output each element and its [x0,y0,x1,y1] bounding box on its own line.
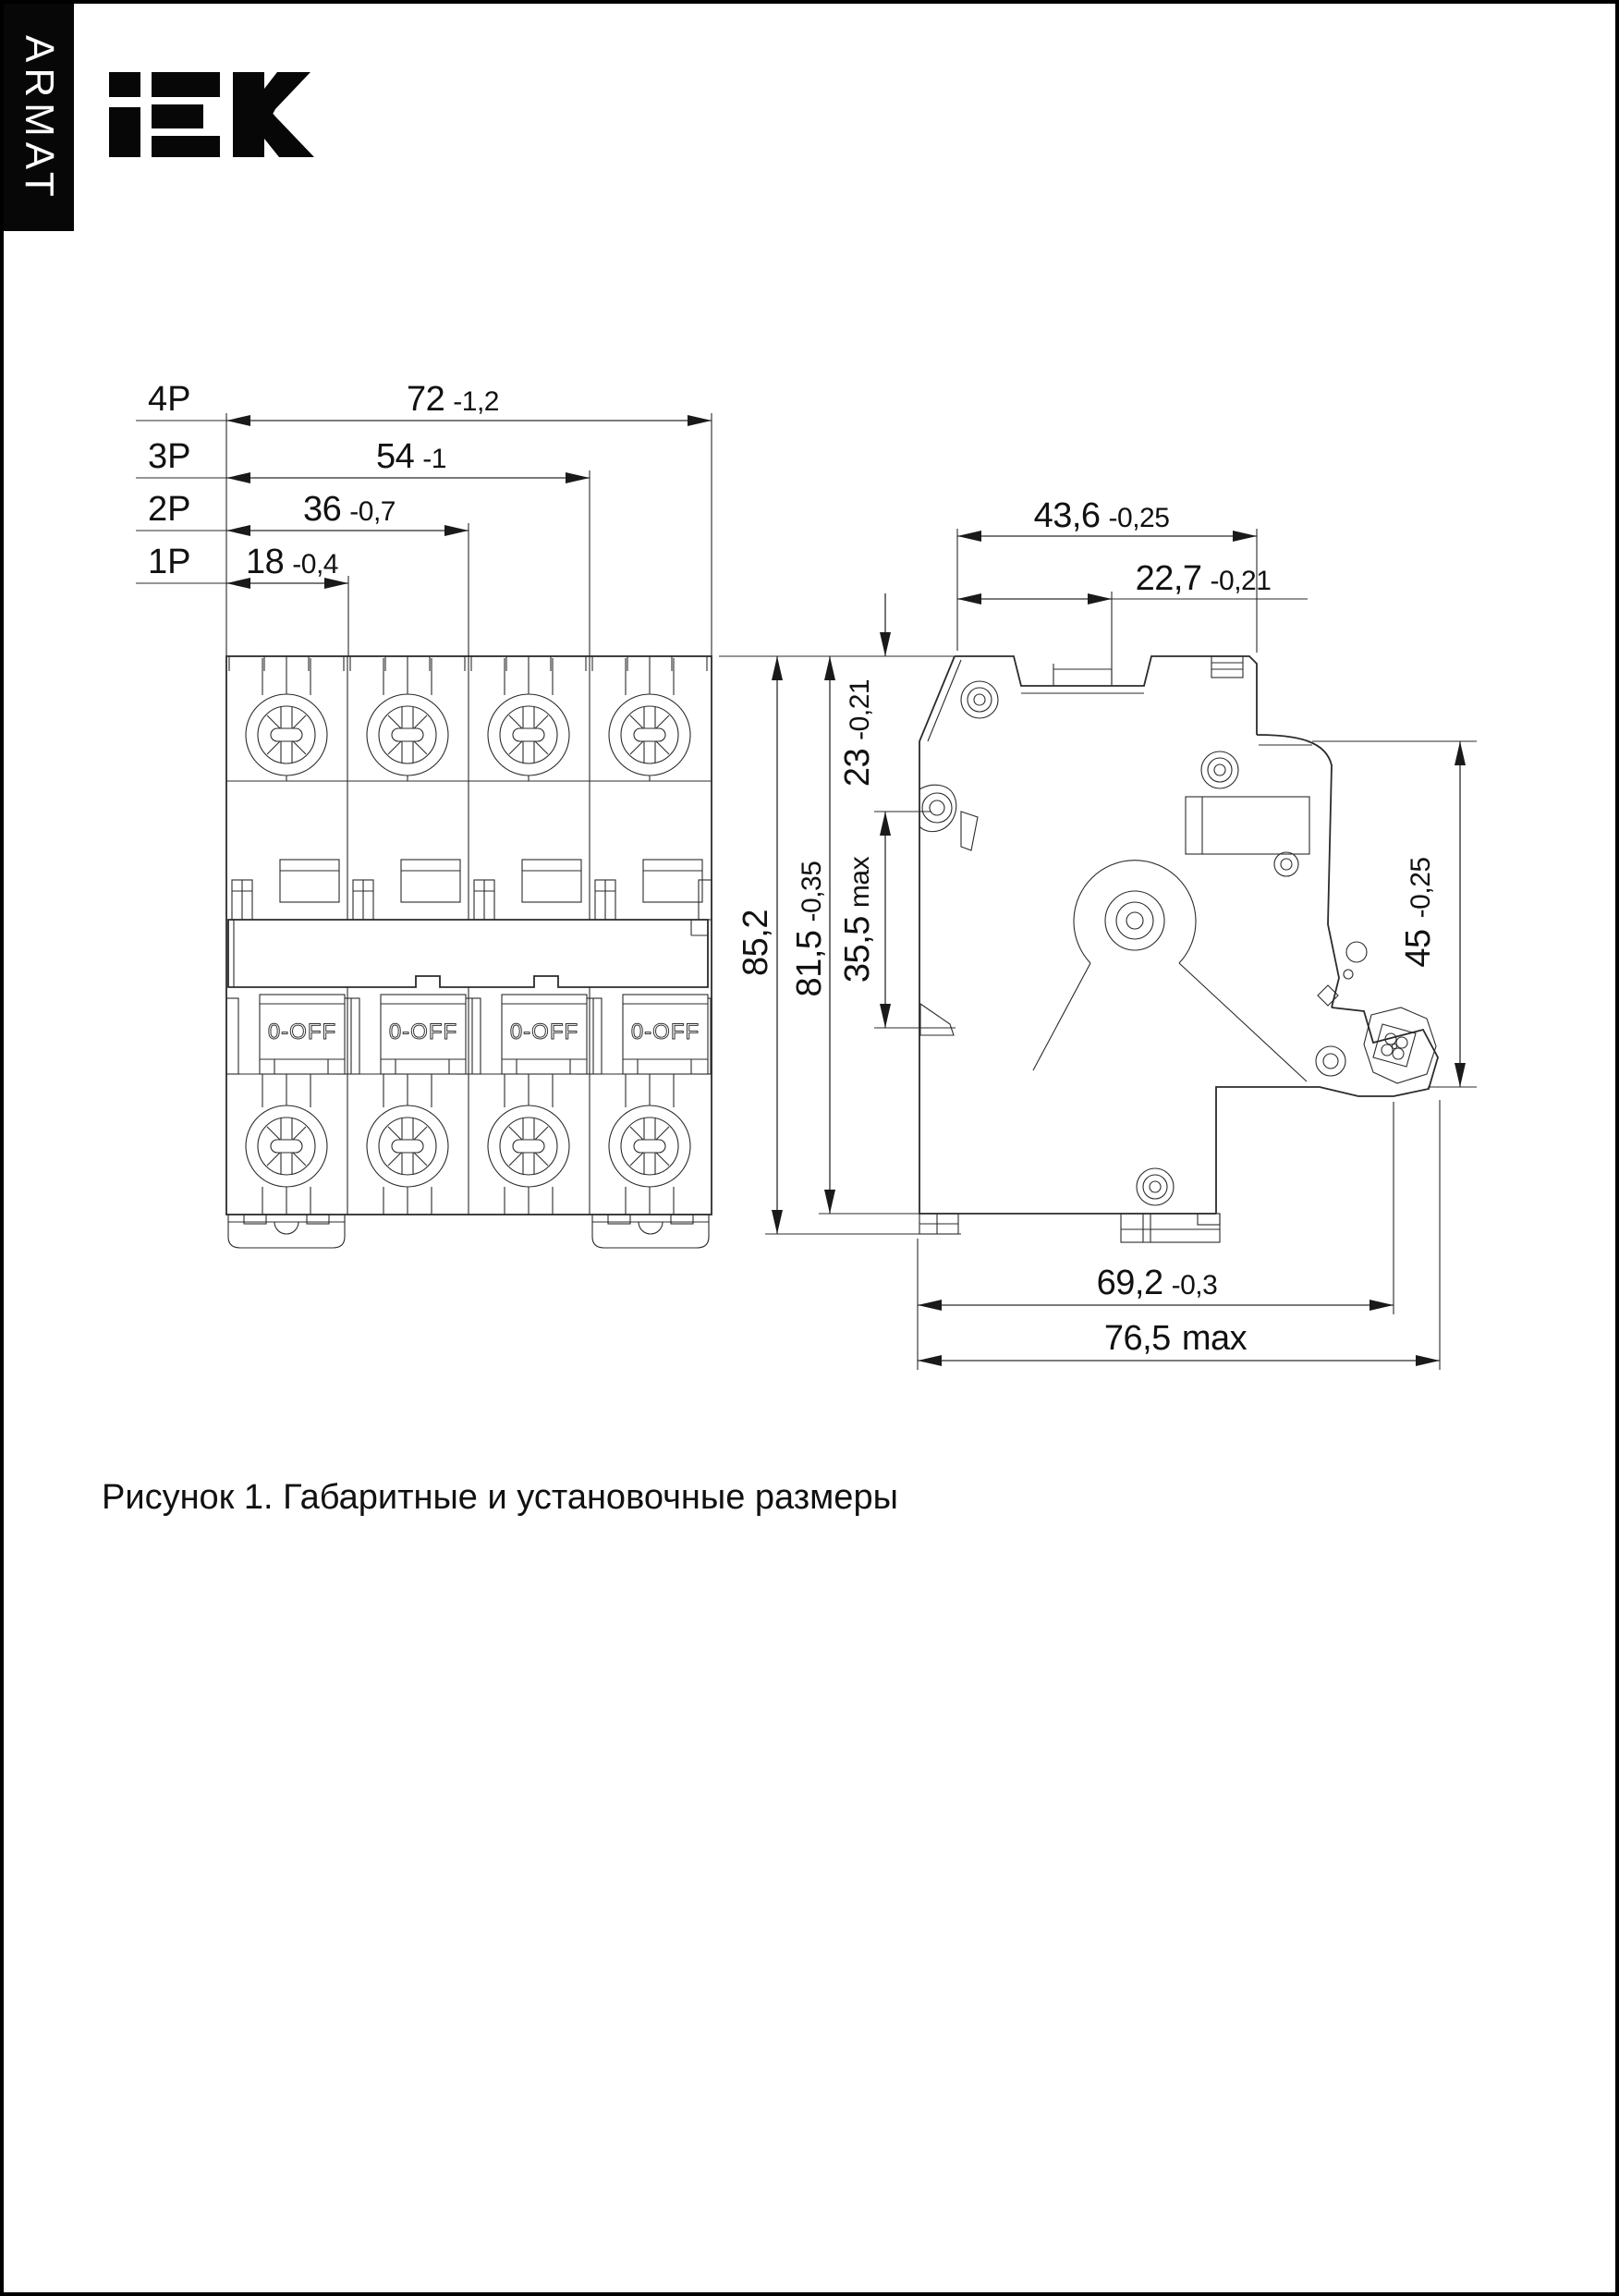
dim-depth-back: 69,2 -0,3 [1096,1264,1218,1302]
dim-front-height: 45-0,25 [1399,857,1438,968]
dim-top-to-rail: 23-0,21 [838,678,877,788]
front-view [226,656,712,1248]
dim-depth-total: 43,6 -0,25 [1033,496,1170,535]
pole-label-2p: 2P [148,490,191,529]
dim-height-total: 85,2 [736,910,775,976]
handle-label: 0-OFF [388,1020,458,1044]
top-terminal-tab [1211,656,1243,678]
pole-label-3p: 3P [148,437,191,476]
brand-sidebar [4,4,74,231]
din-clip-feet [228,1215,709,1248]
pole-label-1p: 1P [148,543,191,581]
dim-rail-zone: 35,5max [838,856,877,983]
pole-label-4p: 4P [148,380,191,419]
dim-width-3p: 54 -1 [376,437,446,476]
side-dimensions [918,496,1477,1370]
din-rail-hooks [919,785,978,1234]
handle-label: 0-OFF [509,1020,579,1044]
terminal-window-slot [1186,797,1309,854]
dim-height-body: 81,5-0,35 [790,861,829,997]
dim-width-4p: 72 -1,2 [407,380,499,419]
figure-caption: Рисунок 1. Габаритные и установочные размеры [102,1478,898,1517]
toggle-recess [1021,664,1144,693]
sidebar-brand-text: ARMAT [17,35,62,202]
dim-width-2p: 36 -0,7 [303,490,396,529]
iek-logo-icon [109,72,314,157]
side-view [919,656,1438,1242]
dim-depth-max: 76,5 max [1103,1319,1248,1358]
dim-width-1p: 18 -0,4 [246,543,338,581]
front-width-dimensions [136,380,712,656]
handle-label: 0-OFF [267,1020,337,1044]
page-border [2,2,1617,2294]
internal-contour [1033,861,1307,1081]
front-mid-tabs [232,860,712,920]
handle-label: 0-OFF [630,1020,700,1044]
rivet-icons [961,681,1345,1205]
toggle-crossbar [228,920,708,987]
height-dimensions [719,593,961,1234]
din-sliding-clip [1121,1214,1220,1242]
dim-depth-front: 22,7 -0,21 [1135,559,1272,598]
